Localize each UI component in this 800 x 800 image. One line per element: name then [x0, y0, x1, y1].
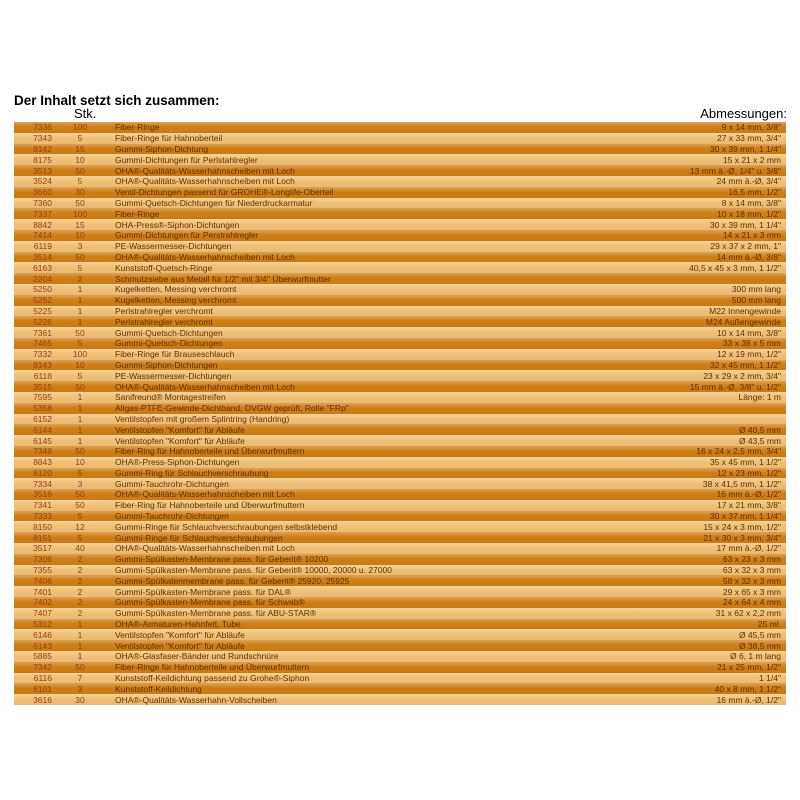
- dimensions: 24 mm ä.-Ø, 3/4": [716, 176, 781, 187]
- article-number: 7406: [33, 575, 52, 586]
- dimensions: 9 x 14 mm, 3/8": [721, 122, 781, 133]
- table-row: [14, 414, 786, 425]
- table-row: [14, 262, 786, 273]
- quantity: 3: [77, 241, 83, 252]
- quantity: 10: [75, 154, 85, 165]
- quantity: 15: [75, 219, 85, 230]
- article-number: 3513: [33, 165, 52, 176]
- dimensions: M22 Innengewinde: [709, 305, 781, 316]
- description: Perlstrahlregler verchromt: [115, 316, 213, 327]
- dimensions: 21 x 30 x 3 mm, 3/4": [703, 532, 781, 543]
- quantity: 1: [77, 435, 83, 446]
- quantity: 50: [75, 251, 85, 262]
- table-row: [14, 349, 786, 360]
- article-number: 8142: [33, 143, 52, 154]
- article-number: 6143: [33, 640, 52, 651]
- article-number: 7332: [33, 349, 52, 360]
- quantity: 1: [77, 424, 83, 435]
- description: Ventilstopfen "Komfort" für Abläufe: [115, 640, 245, 651]
- description: Ventil-Dichtungen passend für GROHE®-Longlife-Oberteil: [115, 187, 334, 198]
- dimensions: 40,5 x 45 x 3 mm, 1 1/2": [689, 262, 781, 273]
- description: Gummi-Spülkasten-Membrane pass. für DAL®: [115, 586, 291, 597]
- description: Fiber-Ringe für Hahnoberteil: [115, 133, 223, 144]
- quantity: 12: [75, 521, 85, 532]
- table-row: [14, 597, 786, 608]
- table-row: [14, 154, 786, 165]
- dimensions: 63 x 32 x 3 mm: [722, 565, 781, 576]
- dimensions: 16 mm ä.-Ø, 1/2": [716, 694, 781, 705]
- description: Allgas-PTFE-Gewinde-Dichtband, DVGW geprüft, Rolle "FRp": [115, 403, 349, 414]
- description: PE-Wassermesser-Dichtungen: [115, 241, 232, 252]
- article-number: 7342: [33, 662, 52, 673]
- article-number: 5312: [33, 619, 52, 630]
- article-number: 8150: [33, 521, 52, 532]
- table-row: [14, 565, 786, 576]
- article-number: 7348: [33, 446, 52, 457]
- table-row: [14, 360, 786, 371]
- dimensions: 30 x 37 mm, 1 1/4": [709, 511, 781, 522]
- dimensions: 29 x 65 x 3 mm: [722, 586, 781, 597]
- article-number: 8842: [33, 219, 52, 230]
- table-row: [14, 640, 786, 651]
- dimensions: 17 mm ä.-Ø, 1/2": [716, 543, 781, 554]
- description: Gummi-Spülkasten-Membrane pass. für Schwab®: [115, 597, 305, 608]
- table-row: [14, 478, 786, 489]
- description: Kunststoff-Quetsch-Ringe: [115, 262, 213, 273]
- quantity: 3: [77, 478, 83, 489]
- dimensions: Ø 43,5 mm: [738, 435, 781, 446]
- description: Gummi-Spülkatenmembrane pass. für Geberit® 25920, 25925: [115, 575, 350, 586]
- quantity: 1: [77, 305, 83, 316]
- dimensions: 58 x 32 x 3 mm: [722, 575, 781, 586]
- table-row: [14, 586, 786, 597]
- description: Fiber-Ringe: [115, 122, 160, 133]
- article-number: 3516: [33, 489, 52, 500]
- description: Gummi-Tauchrohr-Dichtungen: [115, 511, 229, 522]
- quantity: 100: [72, 122, 88, 133]
- table-row: [14, 511, 786, 522]
- dimensions: 10 x 18 mm, 1/2": [717, 208, 781, 219]
- dimensions-column-header: Abmessungen:: [700, 106, 787, 121]
- article-number: 7333: [33, 511, 52, 522]
- quantity: 50: [75, 327, 85, 338]
- article-number: 7337: [33, 208, 52, 219]
- dimensions: 12 x 19 mm, 1/2": [717, 349, 781, 360]
- article-number: 2204: [33, 273, 52, 284]
- dimensions: 21 x 25 mm, 1/2": [717, 662, 781, 673]
- dimensions: 17 x 21 mm, 3/8": [717, 500, 781, 511]
- quantity: 100: [72, 208, 88, 219]
- quantity: 1: [77, 295, 83, 306]
- article-number: 6152: [33, 413, 52, 424]
- article-number: 5250: [33, 284, 52, 295]
- dimensions: 23 x 29 x 2 mm, 3/4": [703, 370, 781, 381]
- table-row: [14, 144, 786, 155]
- description: Gummi-Spülkasten-Membrane pass. für Geberit® 10200: [115, 554, 329, 565]
- article-number: 6118: [33, 370, 52, 381]
- quantity: 5: [77, 370, 83, 381]
- dimensions: 29 x 37 x 2 mm, 1": [710, 241, 781, 252]
- quantity: 50: [75, 500, 85, 511]
- article-number: 5226: [33, 316, 52, 327]
- dimensions: 33 x 38 x 5 mm: [722, 338, 781, 349]
- dimensions: 40 x 8 mm, 1 1/2": [714, 683, 781, 694]
- description: Fiber-Ringe für Hahnoberteile und Überwurfmuttern: [115, 662, 310, 673]
- description: OHA®-Qualitäts-Wasserhahnscheiben mit Loch: [115, 543, 295, 554]
- article-number: 6101: [33, 683, 52, 694]
- article-number: 6146: [33, 629, 52, 640]
- dimensions: Ø 45,5 mm: [738, 629, 781, 640]
- description: Gummi-Siphon-Dichtung: [115, 143, 209, 154]
- description: Gummi-Spülkasten-Membrane pass. für Geberit® 10000, 20000 u. 27000: [115, 565, 392, 576]
- quantity: 30: [75, 694, 85, 705]
- description: Ventilstopfen mit großem Splintring (Handring): [115, 413, 290, 424]
- table-row: [14, 208, 786, 219]
- description: Fiber-Ringe für Brauseschlauch: [115, 349, 235, 360]
- dimensions: Ø 6, 1 m lang: [729, 651, 781, 662]
- quantity: 1: [77, 392, 83, 403]
- article-number: 7336: [33, 122, 52, 133]
- description: Ventilstopfen "Komfort" für Abläufe: [115, 424, 245, 435]
- table-row: [14, 424, 786, 435]
- table-row: [14, 370, 786, 381]
- dimensions: 8 x 14 mm, 3/8": [721, 197, 781, 208]
- article-number: 7334: [33, 478, 52, 489]
- dimensions: 13 mm ä.-Ø, 1/4" u. 3/8": [689, 165, 781, 176]
- article-number: 8143: [33, 359, 52, 370]
- dimensions: 12 x 23 mm, 1/2": [717, 467, 781, 478]
- table-row: [14, 284, 786, 295]
- description: Gummi-Quetsch-Dichtungen für Niederdruckarmatur: [115, 197, 313, 208]
- description: OHA®-Armaturen-Hahnfett, Tube: [115, 619, 241, 630]
- quantity: 10: [75, 230, 85, 241]
- article-number: 7355: [33, 565, 52, 576]
- table-row: [14, 165, 786, 176]
- dimensions: 15 x 24 x 3 mm, 1/2": [703, 521, 781, 532]
- quantity: 3: [77, 683, 83, 694]
- quantity: 50: [75, 446, 85, 457]
- table-row: [14, 543, 786, 554]
- dimensions: 27 x 33 mm, 3/4": [717, 133, 781, 144]
- quantity: 5: [77, 133, 83, 144]
- table-row: [14, 306, 786, 317]
- dimensions: 16,5 mm, 1/2": [728, 187, 781, 198]
- quantity: 5: [77, 338, 83, 349]
- description: Gummi-Ringe für Schlauchverschraubungen selbstklebend: [115, 521, 338, 532]
- quantity: 1: [77, 651, 83, 662]
- dimensions: 500 mm lang: [731, 295, 781, 306]
- quantity: 5: [77, 467, 83, 478]
- description: Ventilstopfen "Komfort" für Abläufe: [115, 435, 245, 446]
- dimensions: 15 x 21 x 2 mm: [722, 154, 781, 165]
- description: Fiber-Ring für Hahnoberteile und Überwurfmuttern: [115, 500, 305, 511]
- article-number: 3517: [33, 543, 52, 554]
- description: Ventilstopfen "Komfort" für Abläufe: [115, 629, 245, 640]
- description: OHA®-Qualitäts-Wasserhahnscheiben mit Loch: [115, 489, 295, 500]
- table-row: [14, 532, 786, 543]
- table-row: [14, 252, 786, 263]
- table-row: [14, 683, 786, 694]
- article-number: 7407: [33, 608, 52, 619]
- quantity: 5: [77, 262, 83, 273]
- table-row: [14, 187, 786, 198]
- description: Perlstrahlregler verchromt: [115, 305, 213, 316]
- table-row: [14, 619, 786, 630]
- table-row: [14, 403, 786, 414]
- table-row: [14, 673, 786, 684]
- description: Kunststoff-Keildichtung passend zu Grohe®-Siphon: [115, 673, 310, 684]
- table-row: [14, 662, 786, 673]
- article-number: 6163: [33, 262, 52, 273]
- dimensions: Länge: 1 m: [738, 392, 781, 403]
- dimensions: 300 mm lang: [731, 284, 781, 295]
- article-number: 3515: [33, 381, 52, 392]
- description: OHA®-Glasfaser-Bänder und Rundschnüre: [115, 651, 279, 662]
- dimensions: 15 mm ä.-Ø, 3/8" u. 1/2": [689, 381, 781, 392]
- description: OHA®-Qualitäts-Wasserhahnscheiben mit Loch: [115, 176, 295, 187]
- dimensions: 38 x 41,5 mm, 1 1/2": [702, 478, 781, 489]
- table-row: [14, 500, 786, 511]
- quantity: 1: [77, 316, 83, 327]
- dimensions: 31 x 62 x 2,2 mm: [715, 608, 781, 619]
- parts-table: [14, 122, 786, 705]
- article-number: 3524: [33, 176, 52, 187]
- dimensions: 63 x 23 x 3 mm: [722, 554, 781, 565]
- table-row: [14, 198, 786, 209]
- table-row: [14, 651, 786, 662]
- description: Fiber-Ring für Hahnoberteile und Überwurfmuttern: [115, 446, 305, 457]
- article-number: 7360: [33, 197, 52, 208]
- article-number: 8175: [33, 154, 52, 165]
- table-row: [14, 241, 786, 252]
- article-number: 7401: [33, 586, 52, 597]
- description: OHA-Press®-Siphon-Dichtungen: [115, 219, 240, 230]
- dimensions: 16 mm ä.-Ø, 1/2": [716, 489, 781, 500]
- table-row: [14, 629, 786, 640]
- description: Gummi-Ringe für Schlauchverschraubungen: [115, 532, 283, 543]
- dimensions: 35 x 45 mm, 1 1/2": [709, 457, 781, 468]
- article-number: 3660: [33, 187, 52, 198]
- dimensions: M24 Außengewinde: [705, 316, 781, 327]
- table-row: [14, 694, 786, 705]
- table-row: [14, 316, 786, 327]
- description: Gummi-Dichtungen für Perstrahlregler: [115, 230, 259, 241]
- table-row: [14, 435, 786, 446]
- description: Gummi-Quetsch-Dichtungen: [115, 327, 223, 338]
- article-number: 7306: [33, 554, 52, 565]
- description: Gummi-Tauchrohr-Dichtungen: [115, 478, 229, 489]
- article-number: 8151: [33, 532, 52, 543]
- article-number: 7595: [33, 392, 52, 403]
- quantity: 2: [77, 597, 83, 608]
- quantity: 5: [77, 532, 83, 543]
- description: OHA®-Press-Siphon-Dichtungen: [115, 457, 240, 468]
- article-number: 6145: [33, 435, 52, 446]
- article-number: 8120: [33, 467, 52, 478]
- article-number: 5358: [33, 403, 52, 414]
- table-row: [14, 554, 786, 565]
- quantity: 10: [75, 457, 85, 468]
- table-row: [14, 381, 786, 392]
- table-row: [14, 575, 786, 586]
- article-number: 7341: [33, 500, 52, 511]
- quantity-column-header: Stk.: [74, 106, 97, 121]
- quantity: 50: [75, 381, 85, 392]
- page-title: Der Inhalt setzt sich zusammen:: [14, 93, 220, 108]
- description: OHA®-Qualitäts-Wasserhahnscheiben mit Loch: [115, 165, 295, 176]
- quantity: 2: [77, 554, 83, 565]
- description: Sanifreund® Montagestreifen: [115, 392, 226, 403]
- quantity: 50: [75, 489, 85, 500]
- article-number: 3616: [33, 694, 52, 705]
- table-row: [14, 446, 786, 457]
- quantity: 15: [75, 143, 85, 154]
- quantity: 50: [75, 197, 85, 208]
- quantity: 50: [75, 662, 85, 673]
- description: Gummi-Dichtungen für Perlstahlregler: [115, 154, 258, 165]
- description: Kugelketten, Messing verchromt: [115, 284, 237, 295]
- description: OHA®-Qualitäts-Wasserhahnscheiben mit Loch: [115, 251, 295, 262]
- quantity: 1: [77, 284, 83, 295]
- table-row: [14, 489, 786, 500]
- description: OHA®-Qualitäts-Wasserhahnscheiben mit Loch: [115, 381, 295, 392]
- table-row: [14, 521, 786, 532]
- article-number: 7402: [33, 597, 52, 608]
- article-number: 8843: [33, 457, 52, 468]
- dimensions: 14 x 21 x 3 mm: [722, 230, 781, 241]
- quantity: 2: [77, 273, 83, 284]
- quantity: 100: [72, 349, 88, 360]
- description: PE-Wassermesser-Dichtungen: [115, 370, 232, 381]
- quantity: 50: [75, 165, 85, 176]
- quantity: 2: [77, 575, 83, 586]
- dimensions: 14 mm ä.-Ø, 3/8": [716, 251, 781, 262]
- table-row: [14, 230, 786, 241]
- description: OHA®-Qualitäts-Wasserhahn-Vollscheiben: [115, 694, 277, 705]
- table-row: [14, 122, 786, 133]
- description: Gummi-Ring für Schlauchverschraubung: [115, 467, 269, 478]
- quantity: 5: [77, 511, 83, 522]
- quantity: 30: [75, 187, 85, 198]
- quantity: 7: [77, 673, 83, 684]
- quantity: 1: [77, 629, 83, 640]
- article-number: 5225: [33, 305, 52, 316]
- article-number: 7465: [33, 338, 52, 349]
- dimensions: 32 x 45 mm, 1 1/2": [709, 359, 781, 370]
- table-row: [14, 468, 786, 479]
- description: Gummi-Spülkasten-Membrane pass. für ABU-STAR®: [115, 608, 317, 619]
- table-row: [14, 176, 786, 187]
- table-row: [14, 295, 786, 306]
- table-row: [14, 338, 786, 349]
- table-row: [14, 133, 786, 144]
- article-number: 7343: [33, 133, 52, 144]
- dimensions: 16 x 24 x 2,5 mm, 3/4": [696, 446, 781, 457]
- article-number: 3514: [33, 251, 52, 262]
- quantity: 1: [77, 619, 83, 630]
- description: Gummi-Quetsch-Dichtungen: [115, 338, 223, 349]
- quantity: 2: [77, 608, 83, 619]
- description: Schmutzsiebe aus Metall für 1/2" mit 3/4" Überwurfmutter: [115, 273, 331, 284]
- description: Gummi-Siphon-Dichtungen: [115, 359, 218, 370]
- table-row: [14, 327, 786, 338]
- article-number: 7361: [33, 327, 52, 338]
- dimensions: 10 x 14 mm, 3/8": [717, 327, 781, 338]
- description: Kugelketten, Messing verchromt: [115, 295, 237, 306]
- dimensions: Ø 38,5 mm: [738, 640, 781, 651]
- quantity: 2: [77, 565, 83, 576]
- table-row: [14, 273, 786, 284]
- dimensions: 1 1/4": [759, 673, 781, 684]
- description: Fiber-Ringe: [115, 208, 160, 219]
- quantity: 5: [77, 176, 83, 187]
- dimensions: Ø 40,5 mm: [738, 424, 781, 435]
- article-number: 5252: [33, 295, 52, 306]
- article-number: 7414: [33, 230, 52, 241]
- article-number: 5885: [33, 651, 52, 662]
- table-row: [14, 392, 786, 403]
- quantity: 10: [75, 359, 85, 370]
- dimensions: 30 x 39 mm, 1 1/4": [709, 219, 781, 230]
- dimensions: 24 x 64 x 4 mm: [722, 597, 781, 608]
- article-number: 6144: [33, 424, 52, 435]
- dimensions: 30 x 39 mm, 1 1/4": [709, 143, 781, 154]
- article-number: 6116: [33, 673, 52, 684]
- dimensions: 25 ml.: [757, 619, 781, 630]
- table-row: [14, 457, 786, 468]
- quantity: 40: [75, 543, 85, 554]
- quantity: 2: [77, 586, 83, 597]
- table-row: [14, 608, 786, 619]
- description: Kunststoff-Keildichtung: [115, 683, 202, 694]
- table-row: [14, 219, 786, 230]
- quantity: 1: [77, 403, 83, 414]
- quantity: 1: [77, 640, 83, 651]
- quantity: 1: [77, 413, 83, 424]
- article-number: 6119: [33, 241, 52, 252]
